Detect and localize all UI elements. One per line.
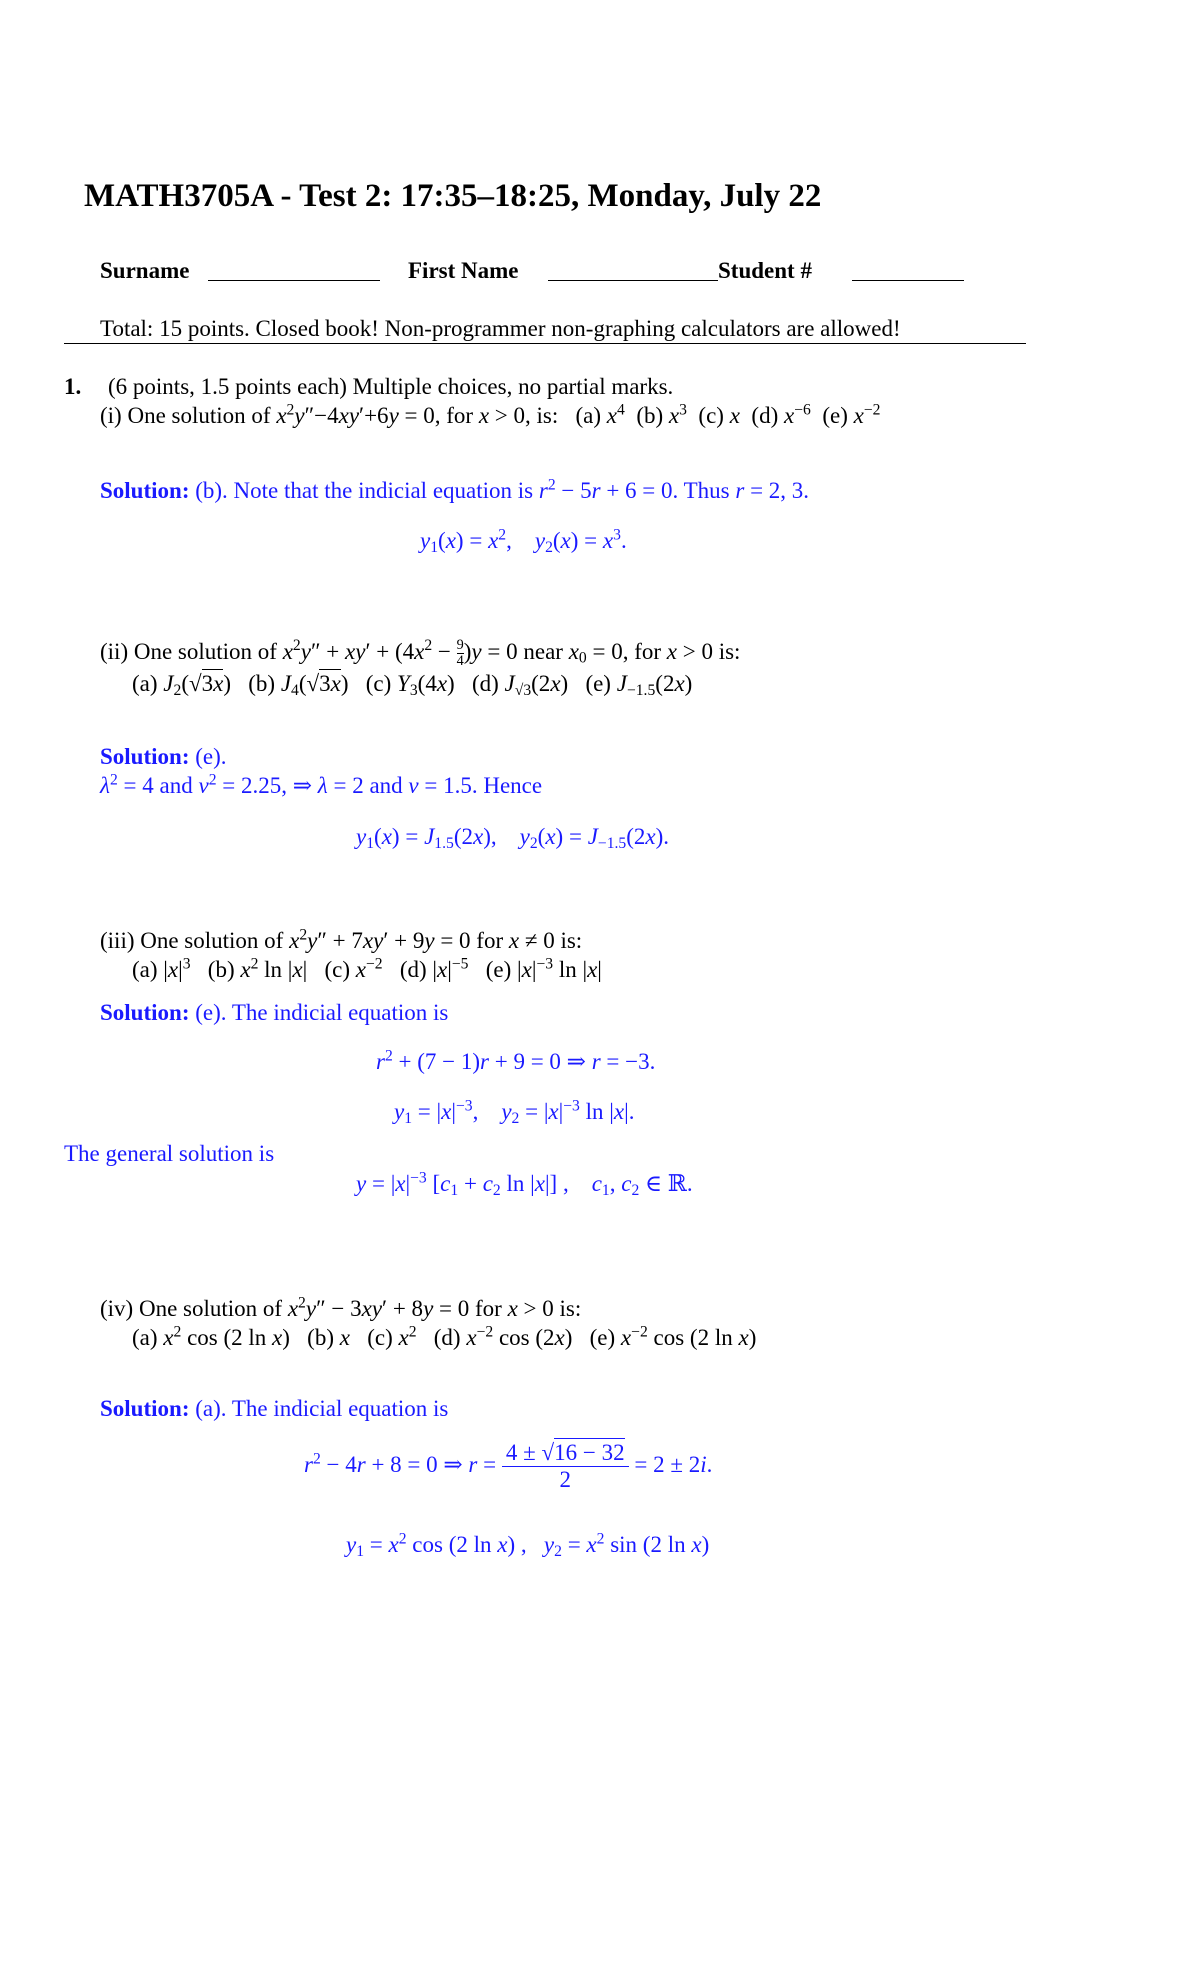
part-iii-solution: Solution: (e). The indicial equation is [100, 1000, 449, 1025]
part-iv-question: (iv) One solution of $x^2y'' - 3xy' + 8y = 0$ for x > 0 is: [100, 1294, 582, 1321]
part-iii-solution-eq2: $y_1 = |x|^{-3}$, $y_2 = |x|^{-3}$ ln |x|. [394, 1097, 635, 1127]
part-i-solution: Solution: (b). Note that the indicial equation is $r^2 - 5r + 6 = 0$. Thus r = 2, 3. [100, 476, 810, 503]
part-iii-solution-eq1: $r^2 + (7 - 1)r + 9 = 0$ ⇒ r = −3. [376, 1047, 656, 1074]
divider [64, 343, 1026, 344]
student-number-blank[interactable] [852, 279, 964, 281]
part-iv-solution: Solution: (a). The indicial equation is [100, 1396, 449, 1421]
solution-label: Solution: [100, 478, 190, 503]
page-title: MATH3705A - Test 2: 17:35–18:25, Monday, July 22 [84, 178, 822, 214]
part-ii-solution-eq: $y_1(x) = J_{1.5}(2x)$, $y_2(x) = J_{-1.5}(2x)$. [356, 824, 670, 852]
total-note: Total: 15 points. Closed book! Non-programmer non-graphing calculators are allowed! [100, 316, 901, 341]
part-ii-question: (ii) One solution of $x^2y'' + xy' + (4x^2$ − $\frac{9}{4}$ )y = 0 near $x_0 = 0$, for x > 0 is: [100, 637, 741, 669]
first-name-blank[interactable] [548, 279, 718, 281]
student-number-label: Student # [718, 258, 812, 283]
part-ii-solution: Solution: (e). [100, 744, 227, 769]
question-intro: (6 points, 1.5 points each) Multiple choices, no partial marks. [108, 374, 674, 399]
part-iv-solution-eq2: $y_1 = x^2$ cos (2 ln x) , $y_2 = x^2$ sin (2 ln x) [346, 1530, 710, 1560]
first-name-label: First Name [408, 258, 519, 283]
part-ii-solution-text: $\lambda^2 = 4$ and $\nu^2 = 2.25$, ⇒ λ = 2 and ν = 1.5. Hence [100, 771, 543, 798]
general-solution-label: The general solution is [64, 1141, 275, 1166]
part-iv-solution-eq1: $r^2 - 4r + 8 = 0$ ⇒ r = $\frac{4 \pm √16 - 32}{2}$ = 2 ± 2i. [304, 1440, 713, 1493]
part-i-solution-eq: $y_1(x) = x^2$, $y_2(x) = x^3$. [420, 526, 627, 556]
surname-label: Surname [100, 258, 190, 283]
part-iv-choices: (a) $x^2$ cos (2 ln x) (b) x (c) $x^2$ (d) $x^{-2}$ cos (2x) (e) $x^{-2}$ cos (2 ln x) [132, 1323, 757, 1350]
part-iii-choices: (a) $|x|^3$ (b) $x^2$ ln |x| (c) $x^{-2}$ (d) $|x|^{-5}$ (e) $|x|^{-3}$ ln |x| [132, 955, 602, 982]
part-i-question: (i) One solution of $x^2y''-4xy'+6y = 0$, for x > 0, is: (a) $x^4$ (b) $x^3$ (c) x (d) $x^{-6}$ (e) $x^{-2}$ [100, 401, 881, 428]
part-ii-choices: (a) $J_2(√3x)$ (b) $J_4(√3x)$ (c) $Y_3(4x)$ (d) $J_{√3}(2x)$ (e) $J_{-1.5}(2x)$ [132, 671, 693, 699]
surname-blank[interactable] [208, 279, 380, 281]
part-iii-question: (iii) One solution of $x^2y'' + 7xy' + 9y = 0$ for x ≠ 0 is: [100, 926, 583, 953]
part-iii-general-eq: $y = |x|^{-3}$ [$c_1 + c_2$ ln |x|] , $c_1$, $c_2$ ∈ ℝ. [356, 1169, 693, 1199]
question-number: 1. [64, 374, 82, 399]
